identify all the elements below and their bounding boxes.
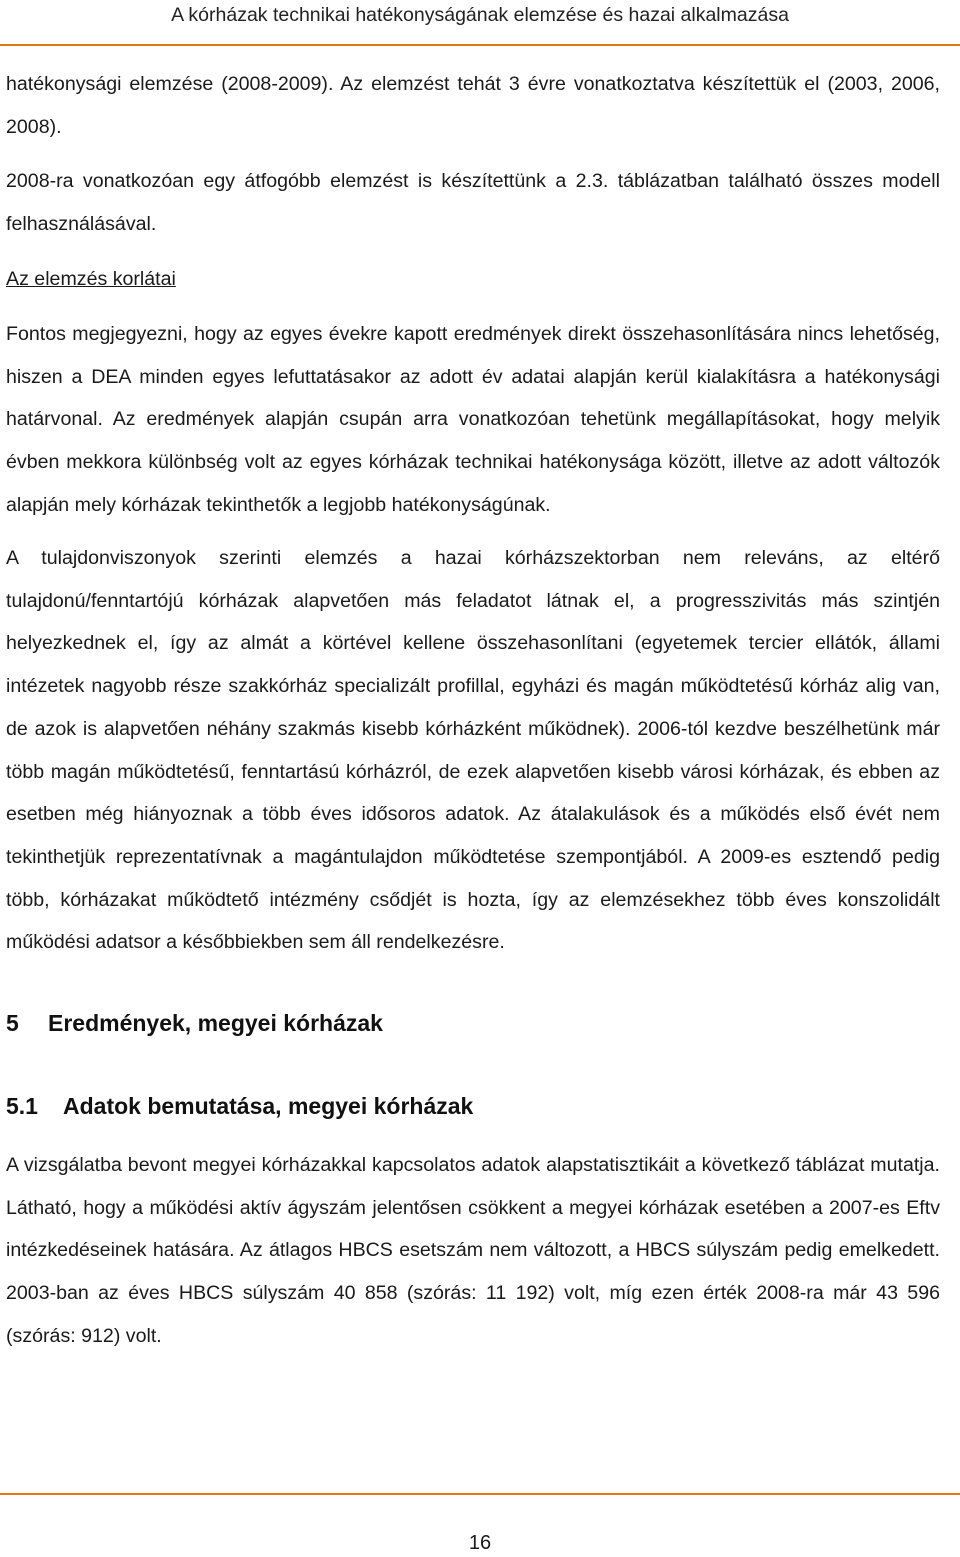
footer-rule — [0, 1493, 960, 1495]
subsection-title: Adatok bemutatása, megyei kórházak — [63, 1093, 474, 1119]
paragraph-5: A vizsgálatba bevont megyei kórházakkal kapcsolatos adatok alapstatisztikáit a következő táblázat mutatja. Látható, hogy a működési aktív ágyszám jelentősen csökkent a megyei kórházak esetében a 2007-es Eftv intézkedéseinek hatására. Az átlagos HBCS esetszám nem változott, a HBCS súlyszám pedig emelkedett. 2003-ban az éves HBCS súlyszám 40 858 (szórás: 11 192) volt, míg ezen érték 2008-ra már 43 596 (szórás: 912) volt. — [6, 1154, 940, 1347]
paragraph-3: Fontos megjegyezni, hogy az egyes évekre kapott eredmények direkt összehasonlítására nincs lehetőség, hiszen a DEA minden egyes lefuttatásakor az adott év adatai alapján kerül kialakításra a hatékonysági határvonal. Az eredmények alapján csupán arra vonatkozóan tehetünk megállapításokat, hogy melyik évben mekkora különbség volt az egyes kórházak technikai hatékonysága között, illetve az adott változók alapján mely kórházak tekinthetők a legjobb hatékonyságúnak. — [6, 323, 940, 516]
paragraph-1: hatékonysági elemzése (2008-2009). Az elemzést tehát 3 évre vonatkoztatva készítettük el (2003, 2006, 2008). — [6, 73, 940, 138]
page-number: 16 — [468, 1532, 492, 1554]
paragraph-2: 2008-ra vonatkozóan egy átfogóbb elemzést is készítettünk a 2.3. táblázatban található összes modell felhasználásával. — [6, 170, 940, 235]
subsection-number: 5.1 — [6, 1093, 38, 1119]
section-heading — [6, 1008, 383, 1038]
subheading-limitations: Az elemzés korlátai — [6, 268, 176, 290]
subsection-heading — [6, 1091, 473, 1121]
header-rule — [0, 44, 960, 46]
running-header: A kórházak technikai hatékonyságának elemzése és hazai alkalmazása — [171, 4, 789, 26]
section-number: 5 — [6, 1010, 19, 1036]
section-title: Eredmények, megyei kórházak — [48, 1010, 383, 1036]
paragraph-4: A tulajdonviszonyok szerinti elemzés a hazai kórházszektorban nem releváns, az eltérő tulajdonú/fenntartójú kórházak alapvetően más feladatot látnak el, a progresszivitás más szintjén helyezkednek el, így az almát a körtével kellene összehasonlítani (egyetemek tercier ellátók, állami intézetek nagyobb része szakkórház specializált profillal, egyházi és magán működtetésű kórház alig van, de azok is alapvetően néhány szakmás kisebb kórházként működnek). 2006-tól kezdve beszélhetünk már több magán működtetésű, fenntartású kórházról, de ezek alapvetően kisebb városi kórházak, és ebben az esetben még hiányoznak a több éves idősoros adatok. Az átalakulások és a működés első évét nem tekinthetjük reprezentatívnak a magántulajdon működtetése szempontjából. A 2009-es esztendő pedig több, kórházakat működtető intézmény csődjét is hozta, így az elemzésekhez több éves konszolidált működési adatsor a későbbiekben sem áll rendelkezésre. — [6, 547, 940, 954]
